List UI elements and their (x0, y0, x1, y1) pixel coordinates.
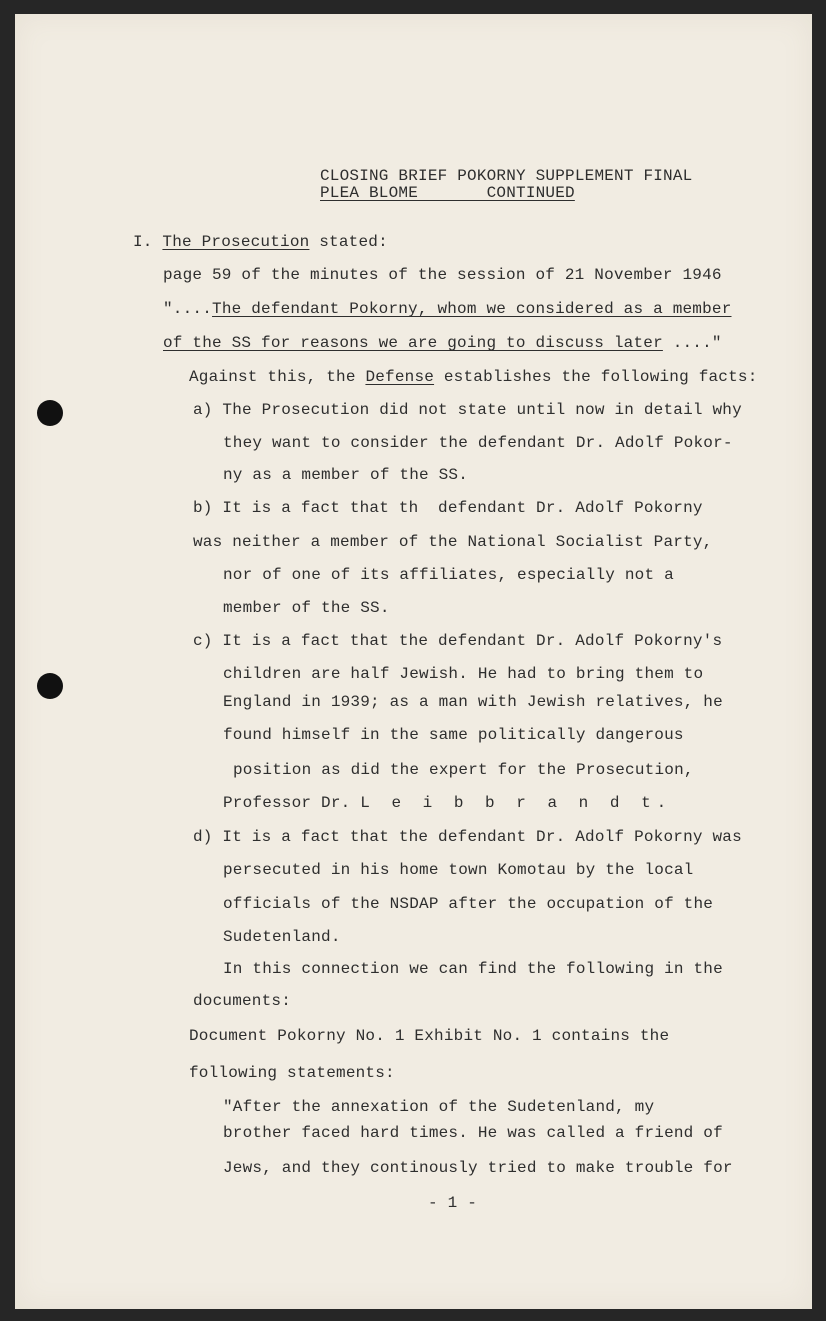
fact-d-line-1: d) It is a fact that the defendant Dr. Adolf Pokorny was (193, 828, 742, 846)
fact-c-line-6: Professor Dr. L e i b b r a n d t. (223, 794, 673, 812)
fact-a-line-2: they want to consider the defendant Dr. Adolf Pokor- (223, 434, 733, 452)
header-title: CLOSING BRIEF POKORNY SUPPLEMENT FINAL (320, 167, 693, 185)
fact-c-line-4: found himself in the same politically dangerous (223, 726, 684, 744)
fact-d-line-2: persecuted in his home town Komotau by the local (223, 861, 694, 879)
connection-line-1: In this connection we can find the following in the (223, 960, 723, 978)
fact-b-line-2: was neither a member of the National Socialist Party, (193, 533, 713, 551)
exhibit-line-1: Document Pokorny No. 1 Exhibit No. 1 contains the (189, 1027, 670, 1045)
fact-b-line-4: member of the SS. (223, 599, 390, 617)
fact-b-line-1: b) It is a fact that th defendant Dr. Adolf Pokorny (193, 499, 703, 517)
fact-c-line-5: position as did the expert for the Prosecution, (233, 761, 694, 779)
quote2-line-2: brother faced hard times. He was called a friend of (223, 1124, 723, 1142)
section-heading (133, 232, 388, 252)
fact-a-line-1: a) The Prosecution did not state until now in detail why (193, 401, 742, 419)
fact-b-line-3: nor of one of its affiliates, especially not a (223, 566, 674, 584)
fact-d-line-3: officials of the NSDAP after the occupation of the (223, 895, 714, 913)
fact-a-line-3: ny as a member of the SS. (223, 466, 469, 484)
quote2-line-3: Jews, and they continously tried to make trouble for (223, 1159, 733, 1177)
fact-d-line-4: Sudetenland. (223, 928, 341, 946)
exhibit-line-2: following statements: (189, 1064, 395, 1082)
fact-c-line-2: children are half Jewish. He had to bring them to (223, 665, 704, 683)
quote2-line-1: "After the annexation of the Sudetenland, my (223, 1098, 655, 1116)
section-number: I. (133, 233, 153, 251)
punch-hole-top (37, 400, 63, 426)
against-line: Against this, the Defense establishes the following facts: (189, 368, 758, 386)
section-heading-rest: stated: (309, 233, 388, 251)
quote-line-1: "....The defendant Pokorny, whom we considered as a member (163, 300, 732, 318)
header-subtitle: PLEA BLOME CONTINUED (320, 184, 575, 202)
fact-c-line-3: England in 1939; as a man with Jewish relatives, he (223, 693, 723, 711)
fact-c-line-1: c) It is a fact that the defendant Dr. Adolf Pokorny's (193, 632, 723, 650)
section-heading-underlined: The Prosecution (162, 233, 310, 251)
page-number: - 1 - (428, 1194, 478, 1212)
citation-line: page 59 of the minutes of the session of 21 November 1946 (163, 266, 722, 284)
punch-hole-bottom (37, 673, 63, 699)
connection-line-2: documents: (193, 992, 292, 1010)
quote-line-2: of the SS for reasons we are going to discuss later ...." (163, 334, 722, 352)
